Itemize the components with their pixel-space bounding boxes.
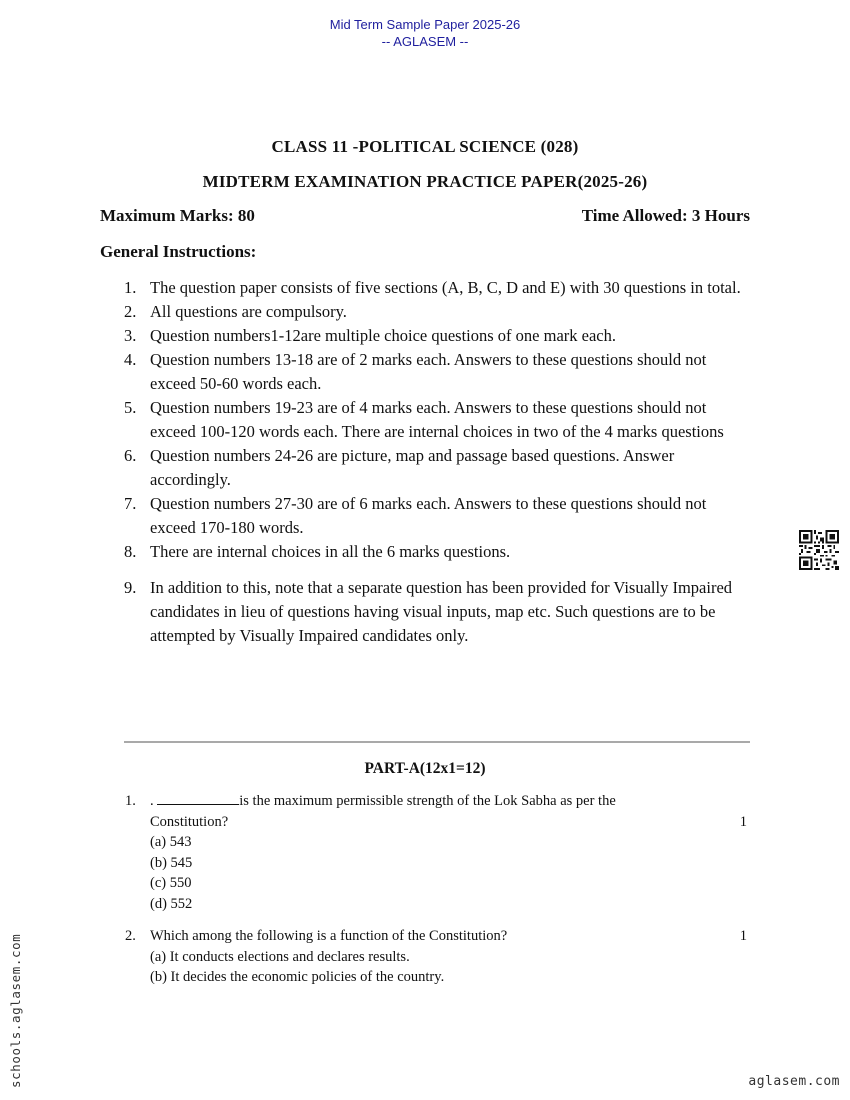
- instruction-number: 1.: [124, 278, 137, 297]
- question-text-continued: Constitution?: [150, 813, 229, 830]
- fill-in-blank: [157, 792, 239, 805]
- instruction-item: [124, 540, 749, 564]
- option: (b) It decides the economic policies of the country.: [150, 969, 445, 986]
- header-brand: -- AGLASEM --: [381, 34, 469, 49]
- option: (b) 545: [150, 854, 193, 871]
- instructions-heading: General Instructions:: [100, 242, 257, 261]
- instruction-item: [124, 324, 749, 348]
- instruction-item: [124, 348, 749, 396]
- section-divider: [124, 741, 750, 743]
- instruction-text: In addition to this, note that a separate question has been provided for Visually Impaired candidates in lieu of questions having visual inputs, map etc. Such questions are to be attempted by Visually Impaired candidates only.: [150, 578, 733, 645]
- instruction-text: Question numbers 24-26 are picture, map and passage based questions. Answer accordingly.: [150, 446, 675, 489]
- time-allowed: Time Allowed: 3 Hours: [581, 206, 750, 225]
- question-mark: 1: [739, 928, 747, 944]
- instruction-text: Question numbers 13-18 are of 2 marks each. Answers to these questions should not exceed 50-60 words each.: [150, 350, 707, 393]
- instruction-item: [124, 576, 749, 648]
- question-2: [125, 926, 750, 988]
- instruction-number: 3.: [124, 326, 137, 345]
- instruction-number: 8.: [124, 542, 137, 561]
- instruction-text: Question numbers 27-30 are of 6 marks each. Answers to these questions should not exceed 170-180 words.: [150, 494, 707, 537]
- instruction-number: 7.: [124, 494, 137, 513]
- marks-row: [100, 206, 750, 226]
- instruction-number: 9.: [124, 578, 137, 597]
- header-title: Mid Term Sample Paper 2025-26: [329, 17, 521, 32]
- instruction-text: All questions are compulsory.: [150, 302, 347, 321]
- question-text: Which among the following is a function of the Constitution?: [150, 928, 508, 944]
- exam-title: MIDTERM EXAMINATION PRACTICE PAPER(2025-26): [202, 172, 648, 191]
- instruction-text: The question paper consists of five sections (A, B, C, D and E) with 30 questions in total.: [150, 278, 741, 297]
- instruction-number: 4.: [124, 350, 137, 369]
- option: (d) 552: [150, 895, 193, 912]
- instruction-text: There are internal choices in all the 6 marks questions.: [150, 542, 511, 561]
- question-1: [125, 791, 750, 915]
- instruction-number: 2.: [124, 302, 137, 321]
- instruction-text: Question numbers 19-23 are of 4 marks each. Answers to these questions should not exceed 100-120 words each. There are internal choices in two of the 4 marks questions: [150, 398, 724, 441]
- instructions-list: [124, 276, 749, 648]
- instruction-text: Question numbers1-12are multiple choice questions of one mark each.: [150, 326, 616, 345]
- question-line: [150, 812, 730, 833]
- instruction-item: [124, 276, 749, 300]
- side-watermark-url[interactable]: schools.aglasem.com: [8, 933, 23, 1088]
- question-text: is the maximum permissible strength of the Lok Sabha as per the: [239, 793, 616, 809]
- option: (a) It conducts elections and declares results.: [150, 948, 410, 965]
- question-body: [150, 791, 730, 915]
- instruction-item: [124, 492, 749, 540]
- instruction-item: [124, 300, 749, 324]
- question-number: 1.: [125, 793, 136, 809]
- qr-code-icon[interactable]: [799, 530, 839, 570]
- class-title: CLASS 11 -POLITICAL SCIENCE (028): [271, 137, 579, 156]
- question-number: 2.: [125, 928, 136, 944]
- question-line: [150, 791, 730, 812]
- instruction-number: 5.: [124, 398, 137, 417]
- question-body: [150, 926, 730, 988]
- part-a-heading: PART-A(12x1=12): [364, 760, 486, 777]
- instruction-number: 6.: [124, 446, 137, 465]
- question-prefix: .: [150, 793, 154, 809]
- instruction-item: [124, 396, 749, 444]
- footer-watermark-url[interactable]: aglasem.com: [748, 1074, 840, 1089]
- instruction-item: [124, 444, 749, 492]
- maximum-marks: Maximum Marks: 80: [100, 206, 255, 225]
- option: (c) 550: [150, 875, 192, 892]
- question-mark: 1: [739, 814, 747, 830]
- option: (a) 543: [150, 834, 192, 851]
